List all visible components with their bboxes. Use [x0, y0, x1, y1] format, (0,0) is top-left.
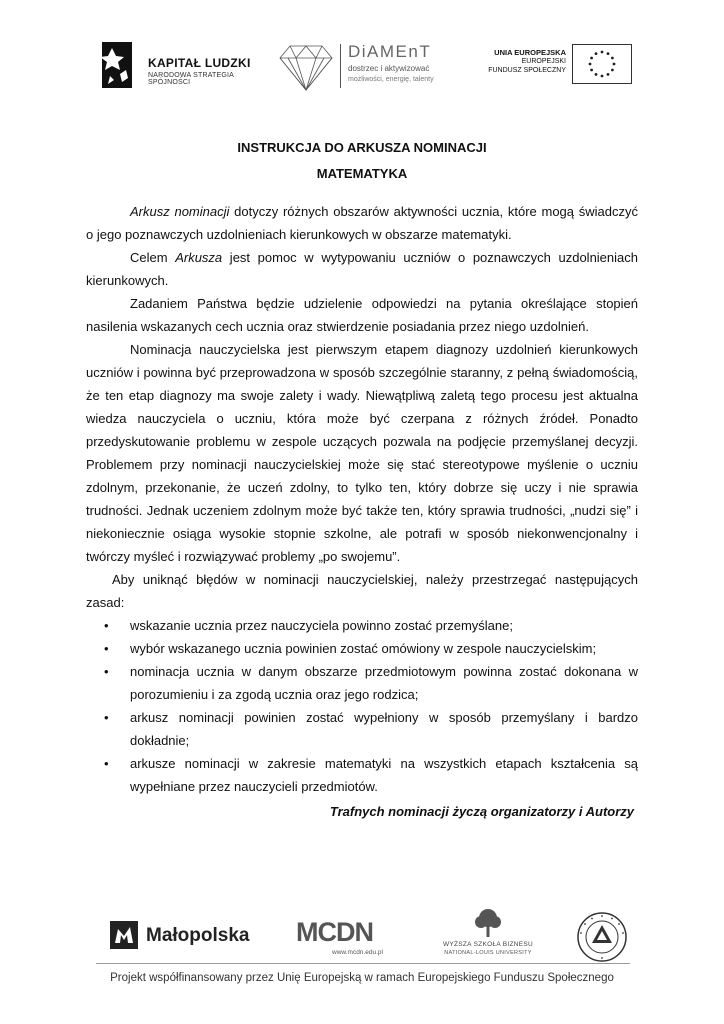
diament-separator [340, 44, 341, 88]
paragraph-1-text: dotyczy różnych obszarów aktywności ucznia, które mogą świadczyć o jego poznawczych uzdolnieniach kierunkowych w obszarze matematyki. [86, 204, 638, 242]
mcdn-name: MCDN [296, 917, 373, 947]
malopolska-logo [110, 919, 270, 955]
header-logos [90, 36, 650, 98]
malopolska-emblem-icon [110, 921, 138, 949]
paragraph-1 [86, 200, 638, 246]
paragraph-2-end: jest pomoc w wytypowaniu uczniów o poznawczych uzdolnieniach kierunkowych. [86, 250, 638, 288]
list-item-text: arkusze nominacji w zakresie matematyki na wszystkich etapach kształcenia są wypełniane przez nauczycieli przedmiotów. [130, 756, 638, 794]
kapital-ludzki-subtitle: NARODOWA STRATEGIA SPÓJNOŚCI [148, 72, 234, 86]
bullet-icon: • [104, 756, 109, 771]
kapital-ludzki-title: KAPITAŁ LUDZKI [148, 56, 251, 70]
footer-project-note: Projekt współfinansowany przez Unię Europejską w ramach Europejskiego Funduszu Społecznego [110, 972, 614, 984]
list-item [86, 752, 638, 798]
university-seal-icon [576, 911, 628, 963]
kapital-ludzki-logo [96, 40, 266, 92]
list-item [86, 660, 638, 706]
document-title: INSTRUKCJA DO ARKUSZA NOMINACJI [237, 140, 487, 155]
term-arkusza: Arkusza [175, 250, 223, 265]
eu-flag-icon [572, 44, 632, 84]
diament-logo [278, 40, 478, 94]
paragraph-5: Aby uniknąć błędów w nominacji nauczycielskiej, należy przestrzegać następujących zasad: [86, 572, 638, 610]
diament-title: DiAMEnT [348, 42, 432, 61]
bullet-icon: • [104, 664, 109, 679]
list-item-text: wybór wskazanego ucznia powinien zostać omówiony w zespole nauczycielskim; [130, 641, 597, 656]
rules-list [86, 614, 638, 798]
wsb-name: WYŻSZA SZKOŁA BIZNESU [442, 941, 534, 948]
diament-tagline-2: możliwości, energię, talenty [348, 76, 434, 83]
mcdn-logo [296, 913, 396, 959]
bullet-icon: • [104, 710, 109, 725]
footer-divider [96, 963, 630, 964]
diament-tagline: dostrzec i aktywizować [348, 64, 430, 73]
footer-logos [100, 905, 630, 969]
diamond-icon [278, 42, 334, 92]
closing-signature: Trafnych nominacji życzą organizatorzy i Autorzy [329, 804, 634, 819]
kapital-ludzki-emblem-icon [96, 40, 136, 92]
list-item-text: wskazanie ucznia przez nauczyciela powinno zostać przemyślane; [130, 618, 513, 633]
eu-title: UNIA EUROPEJSKA [494, 48, 566, 57]
mcdn-url: www.mcdn.edu.pl [332, 949, 383, 956]
paragraph-4: Nominacja nauczycielska jest pierwszym etapem diagnozy uzdolnień kierunkowych uczniów i powinna być przeprowadzona w sposób szczególnie staranny, z pełną świadomością, że ten etap diagnozy ma swoje zalety i wady. Niewątpliwą zaletą tego procesu jest aktualna wiedza nauczyciela o uczniu, która może być czerpana z różnych źródeł. Ponadto przedyskutowanie problemu w zespole uczących pozwala na podjęcie przemyślanej decyzji. Problemem przy nominacji nauczycielskiej może się stać stereotypowe myślenie o uczniu zdolnym, przekonanie, że uczeń zdolny, to tylko ten, który dobrze się uczy i nie sprawia trudności. Jednak uczeniem zdolnym może być także ten, który sprawia trudności, „nudzi się” i niekoniecznie osiąga wysokie stopnie szkolne, ale potrafi w sposób niekonwencjonalny i twórczy myśleć i rozwiązywać problemy „po swojemu”. [86, 342, 638, 564]
list-item-text: arkusz nominacji powinien zostać wypełniony w sposób przemyślany i bardzo dokładnie; [130, 710, 638, 748]
eu-fund-line1: EUROPEJSKI [521, 58, 566, 65]
document-body [86, 200, 638, 798]
document-subject: MATEMATYKA [316, 166, 408, 181]
list-item [86, 637, 638, 660]
paragraph-3: Zadaniem Państwa będzie udzielenie odpowiedzi na pytania określające stopień nasilenia wskazanych cech ucznia oraz stwierdzenie posiadania przez niego uzdolnień. [86, 296, 638, 334]
nlu-name: NATIONAL-LOUIS UNIVERSITY [444, 950, 532, 956]
eu-fund-line2: FUNDUSZ SPOŁECZNY [488, 67, 566, 74]
wsb-nlu-logo [438, 907, 538, 967]
eu-logo [482, 42, 632, 90]
list-item [86, 706, 638, 752]
bullet-icon: • [104, 641, 109, 656]
list-item [86, 614, 638, 637]
list-item-text: nominacja ucznia w danym obszarze przedmiotowym powinna zostać dokonana w porozumieniu i za zgodą ucznia oraz jego rodzica; [130, 664, 638, 702]
paragraph-2 [86, 246, 638, 292]
bullet-icon: • [104, 618, 109, 633]
tree-icon [472, 907, 504, 939]
malopolska-name: Małopolska [146, 925, 250, 946]
paragraph-2-start: Celem [130, 250, 176, 265]
term-arkusz-nominacji: Arkusz nominacji [130, 204, 230, 219]
